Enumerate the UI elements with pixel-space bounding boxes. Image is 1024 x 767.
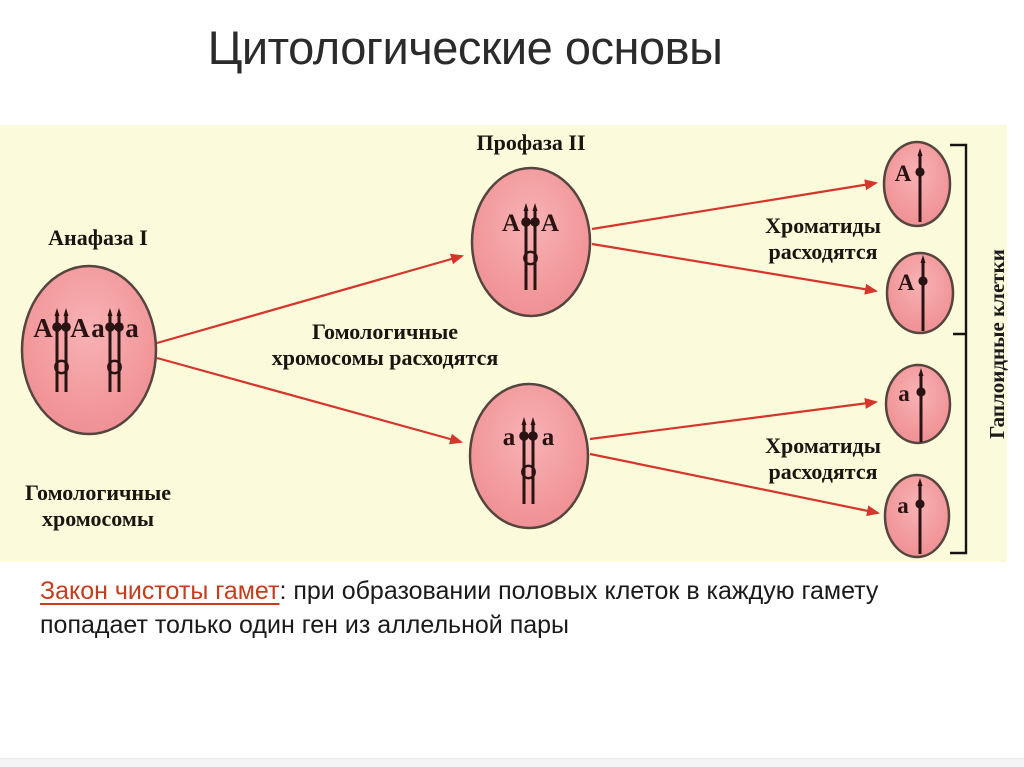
allele-label: А — [540, 210, 560, 237]
allele-label: А — [897, 270, 915, 295]
allele-label: А — [70, 313, 90, 343]
gamete-cell-2 — [887, 253, 953, 333]
caption — [40, 574, 970, 642]
law-of-gamete-purity-text: Закон чистоты гамет — [40, 577, 280, 605]
allele-label: А — [894, 161, 912, 186]
slide-title: Цитологические основы — [207, 21, 723, 74]
footer-strip — [0, 758, 1024, 767]
allele-label: А — [501, 210, 521, 237]
allele-label: а — [91, 313, 105, 343]
gamete-cell-body — [886, 365, 950, 443]
allele-label: а — [898, 381, 910, 406]
chromatids-diverge-bottom-label: Хроматиды расходятся — [765, 433, 881, 484]
haploid-bracket — [950, 145, 966, 553]
homologous-chromosomes-label: Гомологичные хромосомы — [24, 480, 172, 531]
allele-label: а — [502, 424, 516, 451]
allele-label: А — [33, 313, 53, 343]
prophase-label: Профаза II — [476, 130, 586, 155]
prophase-bottom-cell-body — [470, 384, 588, 528]
chromatids-diverge-top-label: Хроматиды расходятся — [765, 213, 881, 264]
diagram-panel — [0, 125, 1007, 562]
anaphase-cell-body — [22, 266, 156, 434]
allele-label: а — [125, 313, 139, 343]
allele-label: а — [541, 424, 555, 451]
gamete-cell-body — [885, 475, 949, 557]
allele-label: а — [897, 493, 909, 518]
prophase-top-cell — [472, 168, 590, 316]
homologous-diverge-label: Гомологичные хромосомы расходятся — [271, 319, 499, 370]
prophase-bottom-cell — [470, 384, 588, 528]
gamete-cell-3 — [886, 365, 950, 443]
anaphase-label: Анафаза I — [48, 225, 148, 250]
anaphase-cell — [22, 266, 156, 434]
gamete-cell-4 — [885, 475, 949, 557]
caption-line2: попадает только один ген из аллельной пары — [40, 611, 570, 639]
prophase-top-cell-body — [472, 168, 590, 316]
haploid-cells-label: Гаплоидные клетки — [985, 249, 1009, 439]
caption-line1: : при образовании половых клеток в каждую гамету — [279, 577, 879, 605]
